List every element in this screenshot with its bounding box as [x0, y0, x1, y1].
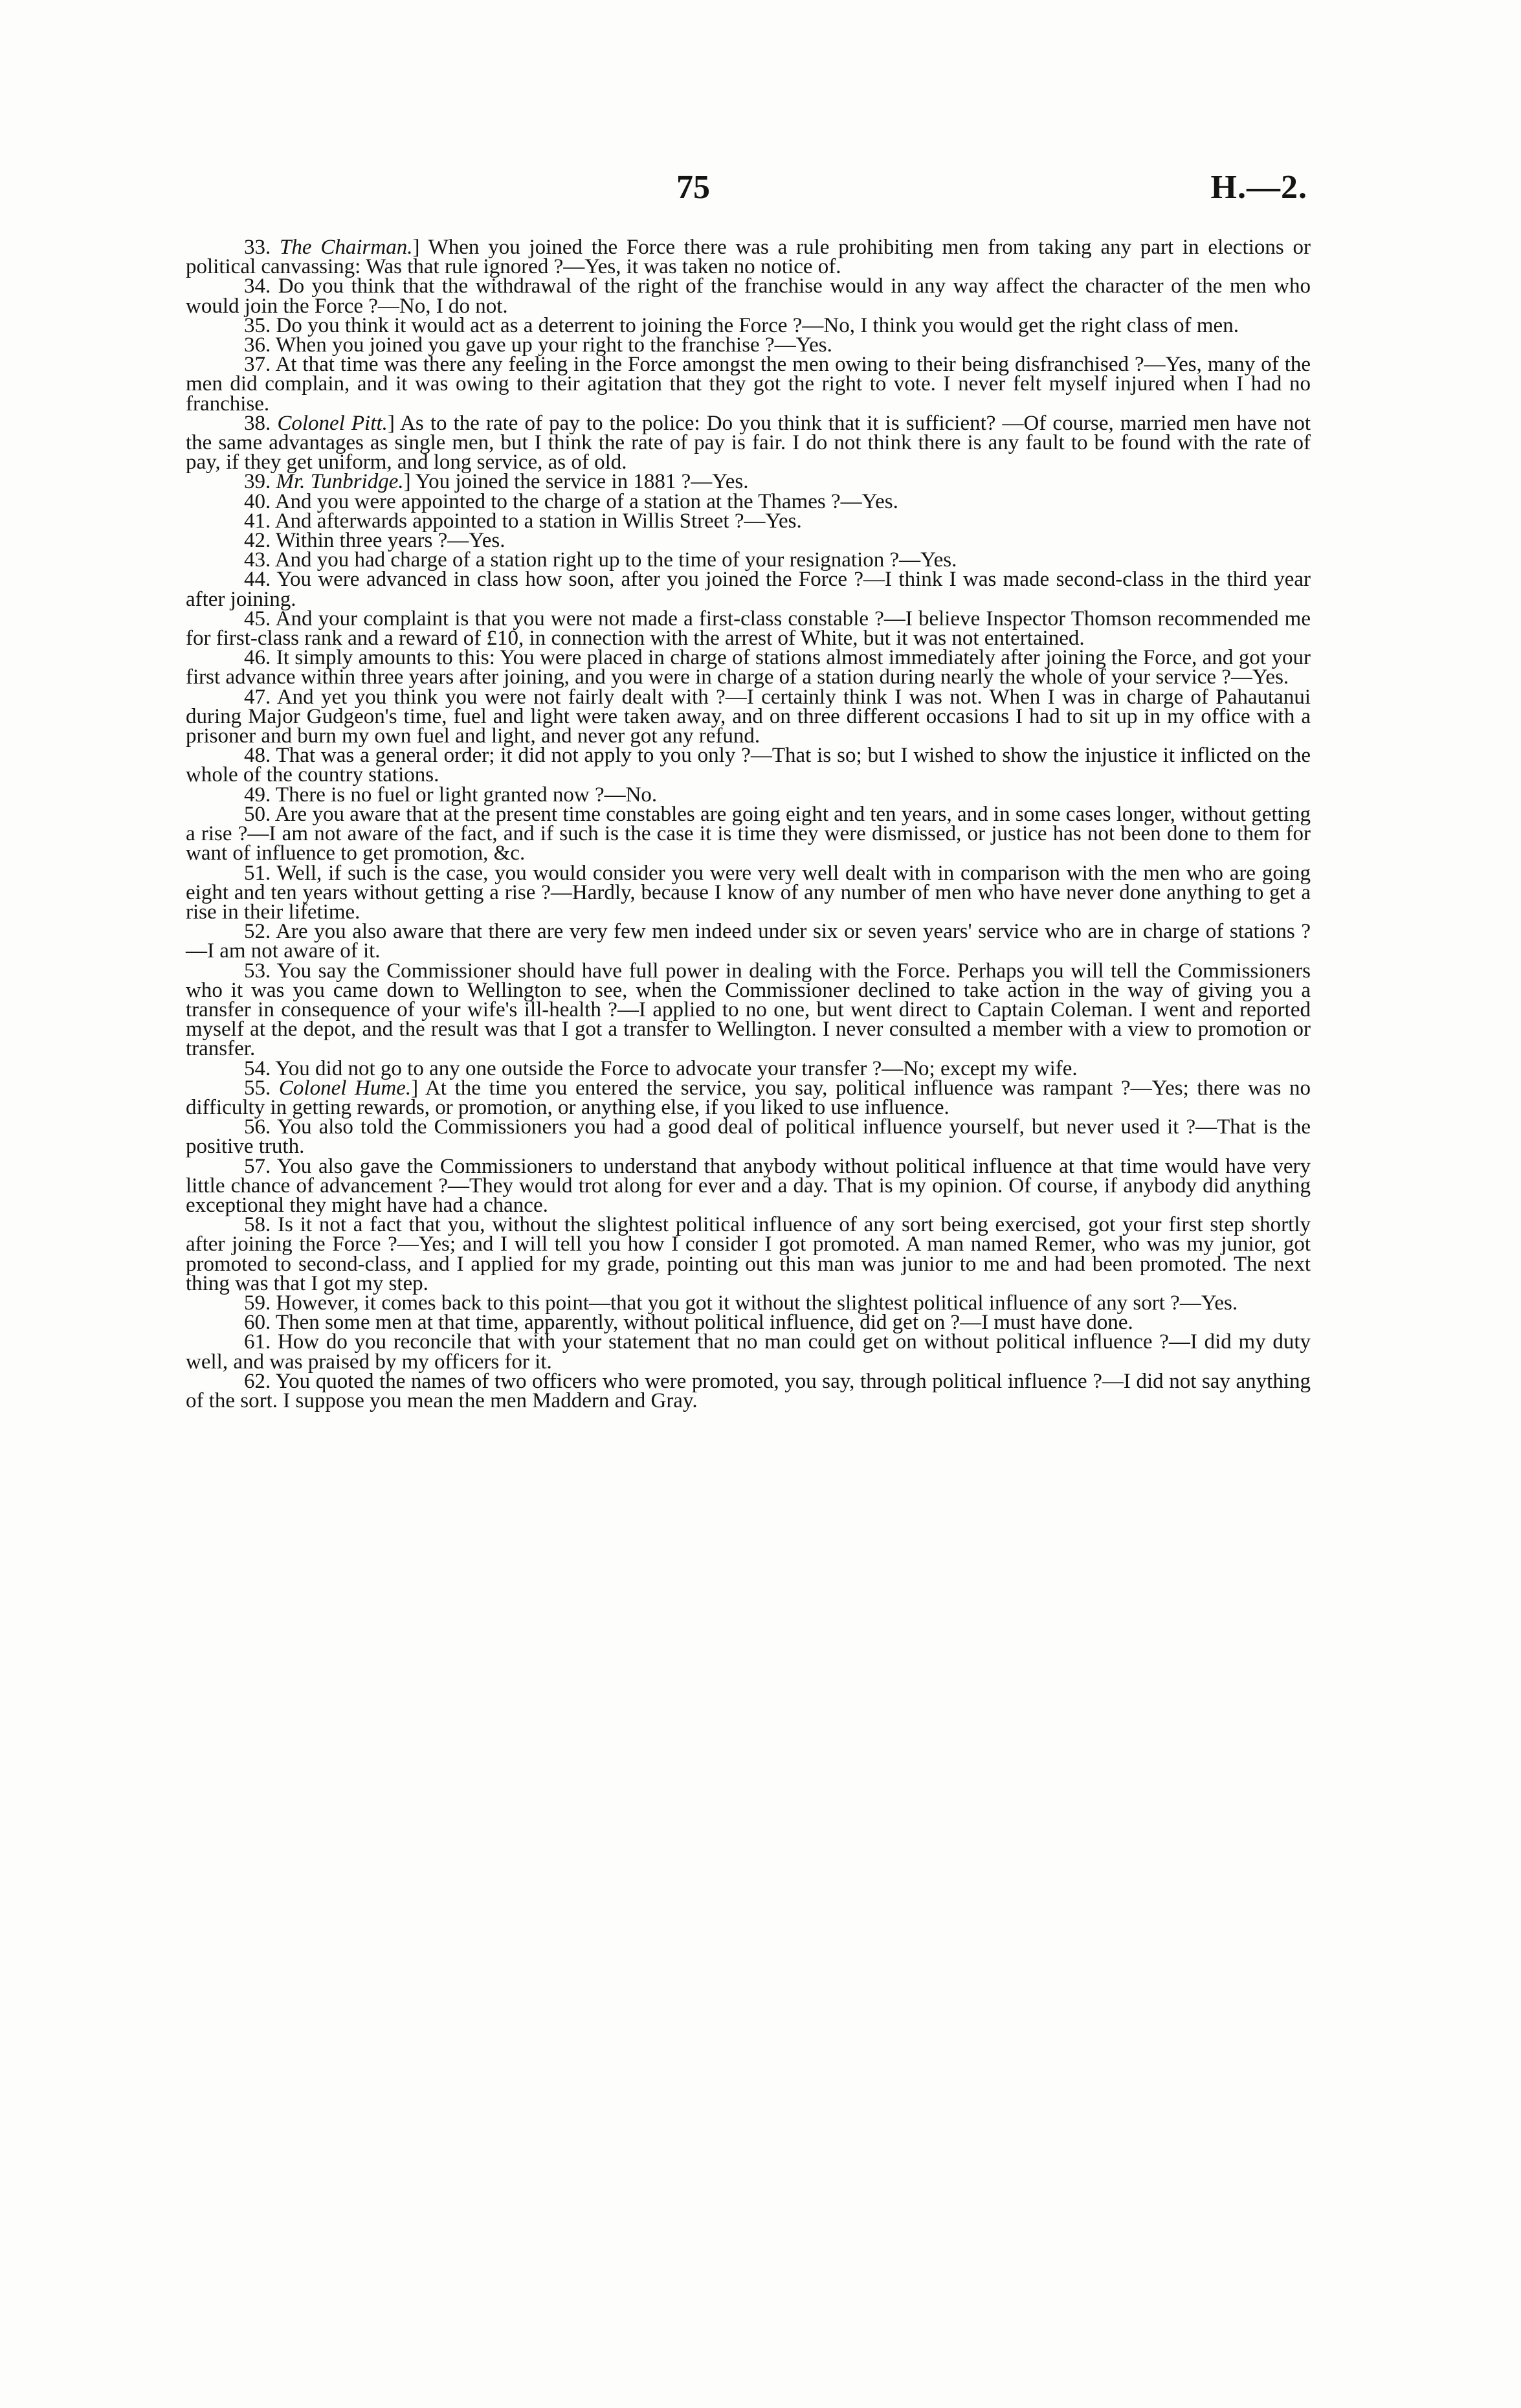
question-text: You also told the Commissioners you had a good deal of political influence yourself, but never used it ?—That is the positive truth.	[186, 1115, 1311, 1159]
question-number: 39.	[244, 470, 271, 494]
question-text: Are you also aware that there are very few men indeed under six or seven years' service who are in charge of stations ?—I am not aware of it.	[186, 920, 1311, 963]
question-number: 47.	[244, 685, 271, 709]
question-paragraph	[186, 648, 1311, 687]
speaker-name: Colonel Hume.	[278, 1076, 412, 1100]
question-number: 62.	[244, 1369, 271, 1393]
question-text: You quoted the names of two officers who were promoted, you say, through political influence ?—I did not say anything of the sort. I suppose you mean the men Maddern and Gray.	[186, 1369, 1311, 1412]
question-text: You joined the service in 1881 ?—Yes.	[415, 470, 749, 494]
question-paragraph	[186, 550, 1311, 570]
question-paragraph: 55. Colonel Hume.] At the time you entered the service, you say, political influence was rampant ?—Yes; there was no difficulty in getting rewards, or promotion, or anything else, if you liked to use influence.	[186, 1076, 1311, 1119]
question-paragraph	[186, 568, 1311, 611]
question-number: 36.	[244, 333, 271, 357]
question-number: 60.	[244, 1311, 271, 1335]
question-number: 59.	[244, 1291, 271, 1315]
question-paragraph	[186, 785, 1311, 805]
question-paragraph	[186, 1311, 1311, 1335]
question-paragraph	[186, 802, 1311, 865]
question-paragraph	[186, 861, 1311, 924]
question-paragraph	[186, 489, 1311, 513]
question-paragraph	[186, 1293, 1311, 1313]
question-number: 58.	[244, 1213, 271, 1237]
question-number: 61.	[244, 1330, 271, 1354]
question-text: Do you think that the withdrawal of the right of the franchise would in any way affect the character of the men who would join the Force ?—No, I do not.	[186, 274, 1311, 318]
question-paragraph	[186, 335, 1311, 355]
question-paragraph	[186, 1215, 1311, 1293]
question-paragraph	[186, 1369, 1311, 1412]
question-text: You say the Commissioner should have full power in dealing with the Force. Perhaps you will tell the Commissioners who it was you came down to Wellington to see, when the Commissioner declined to take action in the way of giving you a transfer in consequence of your wife's ill-health ?—I applied to no one, but went direct to Captain Coleman. I went and reported myself at the depot, and the result was that I got a transfer to Wellington. I never consulted a member with a view to promotion or transfer.	[186, 959, 1311, 1061]
question-paragraph	[186, 1115, 1311, 1159]
question-text: Is it not a fact that you, without the slightest political influence of any sort being exercised, got your first step shortly after joining the Force ?—Yes; and I will tell you how I consider I got promoted. A man named Remer, who was my junior, got promoted to second-class, and I applied for my grade, pointing out this man was junior to me and had been promoted. The next thing was that I got my step.	[186, 1213, 1311, 1295]
question-paragraph	[186, 961, 1311, 1059]
document-reference: H.—2.	[1210, 169, 1307, 206]
question-number: 42.	[244, 529, 271, 553]
question-paragraph	[186, 922, 1311, 961]
speaker-name: Colonel Pitt.	[277, 411, 388, 435]
page-number: 75	[676, 169, 710, 206]
question-text: When you joined the Force there was a rule prohibiting men from taking any part in elections or political canvassing: Was that rule ignored ?—Yes, it was taken no notice of.	[186, 236, 1311, 279]
question-number: 57.	[244, 1154, 271, 1178]
question-paragraph	[186, 607, 1311, 651]
page-header	[0, 168, 1521, 220]
question-number: 46.	[244, 646, 271, 670]
question-text: At that time was there any feeling in the Force amongst the men owing to their being disfranchised ?—Yes, many of the men did complain, and it was owing to their agitation that they got the right to vote. I never felt myself injured when I had no franchise.	[186, 353, 1311, 416]
question-text: When you joined you gave up your right to the franchise ?—Yes.	[275, 333, 832, 357]
question-paragraph	[186, 274, 1311, 318]
question-number: 41.	[244, 509, 271, 533]
question-text: Within three years ?—Yes.	[275, 529, 505, 553]
question-number: 33.	[244, 236, 271, 259]
question-number: 52.	[244, 920, 271, 944]
question-paragraph: 33. The Chairman.] When you joined the Force there was a rule prohibiting men from taking any part in elections or political canvassing: Was that rule ignored ?—Yes, it was taken no notice of.	[186, 236, 1311, 279]
question-number: 51.	[244, 861, 271, 885]
question-number: 35.	[244, 313, 271, 337]
question-text: At the time you entered the service, you say, political influence was rampant ?—Yes; there was no difficulty in getting rewards, or promotion, or anything else, if you liked to use influence.	[186, 1076, 1311, 1119]
question-paragraph	[186, 355, 1311, 414]
question-text: You also gave the Commissioners to understand that anybody without political influence at that time would have very little chance of advancement ?—They would trot along for ever and a day. That is my opinion. Of course, if anybody did anything exceptional they might have had a chance.	[186, 1154, 1311, 1217]
question-paragraph	[186, 1056, 1311, 1080]
question-text: And you were appointed to the charge of a station at the Thames ?—Yes.	[274, 489, 898, 513]
question-number: 34.	[244, 274, 271, 298]
question-paragraph	[186, 313, 1311, 337]
question-number: 45.	[244, 607, 271, 630]
question-number: 49.	[244, 783, 271, 807]
question-number: 53.	[244, 959, 271, 983]
question-number: 54.	[244, 1056, 271, 1080]
question-paragraph: 39. Mr. Tunbridge.] You joined the service in 1881 ?—Yes.	[244, 470, 749, 494]
question-paragraph	[186, 1330, 1311, 1374]
speaker-name: Mr. Tunbridge.	[276, 470, 404, 494]
question-paragraph	[186, 511, 1311, 531]
question-text: Well, if such is the case, you would consider you were very well dealt with in comparison with the men who are going eight and ten years without getting a rise ?—Hardly, because I know of any number of men who have never done anything to get a rise in their lifetime.	[186, 861, 1311, 924]
question-number: 48.	[244, 744, 271, 768]
question-text: You were advanced in class how soon, after you joined the Force ?—I think I was made second-class in the third year after joining.	[186, 568, 1311, 611]
question-number: 44.	[244, 568, 271, 592]
question-paragraph	[186, 687, 1311, 746]
question-text: Do you think it would act as a deterrent to joining the Force ?—No, I think you would get the right class of men.	[276, 313, 1239, 337]
evidence-text	[186, 238, 1311, 1410]
question-paragraph: 38. Colonel Pitt.] As to the rate of pay to the police: Do you think that it is sufficient? —Of course, married men have not the same advantages as single men, but I think the rate of pay is fair. I do not think there is any fault to be found with the rate of pay, if they get uniform, and long service, as of old.	[186, 411, 1311, 474]
question-text: However, it comes back to this point—that you got it without the slightest political influence of any sort ?—Yes.	[276, 1291, 1238, 1315]
question-text: Then some men at that time, apparently, without political influence, did get on ?—I must have done.	[275, 1311, 1133, 1335]
question-paragraph	[186, 1154, 1311, 1217]
question-text: And your complaint is that you were not made a first-class constable ?—I believe Inspector Thomson recommended me for first-class rank and a reward of £10, in connection with the arrest of White, but it was not entertained.	[186, 607, 1311, 651]
question-text: How do you reconcile that with your statement that no man could get on without political influence ?—I did my duty well, and was praised by my officers for it.	[186, 1330, 1311, 1374]
question-number: 37.	[244, 353, 271, 377]
question-text: You did not go to any one outside the Force to advocate your transfer ?—No; except my wife.	[275, 1056, 1078, 1080]
question-text: There is no fuel or light granted now ?—No.	[275, 783, 658, 807]
question-text: That was a general order; it did not apply to you only ?—That is so; but I wished to show the injustice it inflicted on the whole of the country stations.	[186, 744, 1311, 787]
question-paragraph	[186, 529, 1311, 553]
question-text: Are you aware that at the present time constables are going eight and ten years, and in some cases longer, without getting a rise ?—I am not aware of the fact, and if such is the case it is time they were dismissed, or justice has not been done to them for want of influence to get promotion, &c.	[186, 802, 1311, 865]
question-text: And you had charge of a station right up to the time of your resignation ?—Yes.	[274, 548, 957, 572]
question-number: 38.	[244, 411, 271, 435]
question-number: 50.	[244, 802, 271, 826]
question-text: And afterwards appointed to a station in Willis Street ?—Yes.	[274, 509, 802, 533]
speaker-name: The Chairman.	[280, 236, 413, 259]
question-number: 43.	[244, 548, 271, 572]
question-number: 55.	[244, 1076, 271, 1100]
question-text: It simply amounts to this: You were placed in charge of stations almost immediately after joining the Force, and got your first advance within three years after joining, and you were in charge of a station during nearly the whole of your service ?—Yes.	[186, 646, 1311, 689]
question-number: 56.	[244, 1115, 271, 1139]
question-text: And yet you think you were not fairly dealt with ?—I certainly think I was not. When I was in charge of Pahautanui during Major Gudgeon's time, fuel and light were taken away, and on three different occasions I had to sit up in my office with a prisoner and burn my own fuel and light, and never got any refund.	[186, 685, 1311, 748]
question-paragraph	[186, 746, 1311, 785]
question-number: 40.	[244, 489, 271, 513]
question-text: As to the rate of pay to the police: Do you think that it is sufficient? —Of course, married men have not the same advantages as single men, but I think the rate of pay is fair. I do not think there is any fault to be found with the rate of pay, if they get uniform, and long service, as of old.	[186, 411, 1311, 474]
